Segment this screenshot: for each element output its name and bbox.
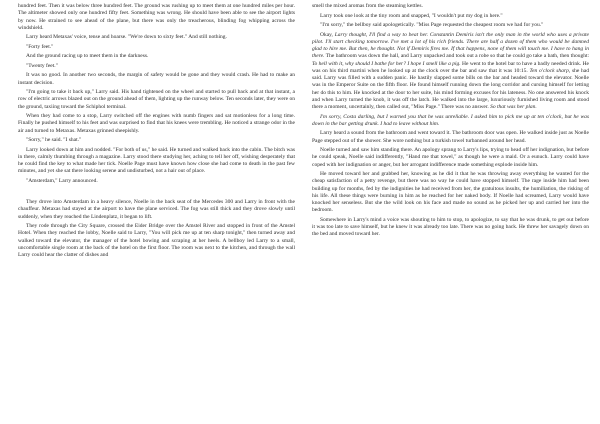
paragraph: Larry looked down at him and nodded. "For both of us," he said. He turned and walked back into the cabin. The bitch was in there, calmly thumbing through a magazine. Larry stood there studying her, aching to tell her off, wishing desperately that he could find the key to what made her tick. Noelle Page must have known how close she had come to death in the past few minutes, and yet she sat there looking serene and undisturbed, not a hair out of place.: [18, 146, 295, 175]
paragraph: They drove into Amsterdam in a heavy silence, Noelle in the back seat of the Mercedes 300 and Larry in front with the chauffeur. Metaxas had stayed at the airport to have the plane serviced. The fog was still thick and they drove slowly until suddenly, when they reached the Lindenplatz, it began to lift.: [18, 199, 295, 220]
paragraph: "Amsterdam," Larry announced.: [26, 177, 98, 184]
paragraph: "I'm going to take it back up," Larry said. His hand tightened on the wheel and started to pull back and at that instant, a row of electric arrows blazed out on the ground ahead of them, lighting up the runway below. Ten seconds later, they were on the ground, taxiing toward the Schiphol terminal.: [18, 89, 295, 110]
paragraph: Somewhere in Larry's mind a voice was shouting to him to stop, to apologize, to say that he was drunk, to get out before it was too late to save himself, but he knew it was already too late. There was no going back. He threw her savagely down on the bed and moved toward her.: [312, 216, 589, 238]
paragraph: Noelle turned and saw him standing there. An apology sprang to Larry's lips, trying to head off her indignation, but before he could speak, Noelle said indifferently, "Hand me that towel," as though he were a maid. Or a eunuch. Larry could have coped with her indignation or anger, but her arrogant indifference made something explode inside him.: [312, 147, 589, 168]
paragraph: "I'm sorry," the bellboy said apologetically. "Miss Page requested the cheapest room we had for you.": [320, 22, 544, 28]
left-page: [18, 3, 295, 262]
paragraph: It was no good. In another two seconds, the margin of safety would be gone and they would crash. He had to make an instant decision.: [18, 72, 295, 86]
italic-run: Larry thought, I'll find a way to beat her. Constantin Demiris isn't the only man in the world who uses a private pilot. I'll start checking tomorrow. I've met a lot of his rich friends. There are half a dozen of them who would be damned glad to hire me. But then, he thought. Not if Demiris fires me. If that happens, none of them will touch me. I have to hang in there.: [312, 31, 589, 60]
text-run: The bathroom was down the hall, and Larry unpacked and took out a robe so that he could go take a bath, then thought:: [324, 53, 589, 60]
paragraph: Larry took one look at the tiny room and snapped, "I wouldn't put my dog in here.": [320, 12, 503, 19]
paragraph: "Sorry," he said. "I shat.": [26, 137, 82, 143]
text-run: she had said. Larry was filled with a sudden panic. He hastily slapped some bills on the bar and headed toward the elevator. Noelle was in the Emperor Suite on the fifth floor. He found himself running down the long corridor and cursing himself for letting her do this to him. He knocked at the door to her suite, his mind forming excuses for his lateness. No one answered his knock and when Larry turned the knob, it was off the latch. He walked into the large, luxuriously furnished living room and stood there a moment, uncertainly, then called out, "Miss Page." There was no answer.: [312, 67, 589, 110]
right-page: [312, 3, 589, 241]
paragraph: And the ground racing up to meet them in the darkness.: [26, 53, 149, 60]
paragraph: When they had come to a stop, Larry switched off the engines with numb fingers and sat motionless for a long time. Finally he pushed himself to his feet and was surprised to find that his knees were trembling. He noticed a strange odor in the air and turned to Metaxas. Metaxas grinned sheepishly.: [18, 113, 295, 134]
paragraph: I'm sorry, Costa darling, but I warned you that he was unreliable. I asked him to pick me up at ten o'clock, but he was down in the bar getting drunk. I had to leave without him.: [312, 113, 589, 127]
paragraph: Larry heard a sound from the bathroom and went toward it. The bathroom door was open. He walked inside just as Noelle Page stepped out of the shower. She wore nothing but a turkish towel turbanned around her head.: [312, 130, 589, 144]
paragraph: "Twenty feet.": [26, 62, 58, 69]
paragraph: They rode through the City Square, crossed the Eider Bridge over the Amstel River and stopped in front of the Amstel Hotel. When they reached the lobby, Noelle said to Larry, "You will pick me up at ten sharp tonight," then turned away and walked toward the elevator, the manager of the hotel bowing and scraping at her heels. A bellboy led Larry to a small, uncomfortable single room at the back of the hotel on the first floor. The room was next to the kitchen, and through the wall Larry could hear the clatter of dishes and: [18, 223, 295, 258]
paragraph: [312, 32, 589, 112]
paragraph: Larry heard Metaxas' voice, tense and hoarse. "We're down to sixty feet." And still nothing.: [26, 34, 227, 41]
italic-run: Ten o'clock sharp,: [529, 67, 571, 74]
italic-run: To hell with it, why should I bathe for her? I hope I smell like a pig.: [312, 60, 461, 67]
paragraph: "Forty feet.": [26, 43, 54, 50]
paragraph: He moved toward her and grabbed her, knowing as he did it that he was throwing away everything he wanted for the cheap satisfaction of a petty revenge, but there was no way he could have stopped himself. The rage inside him had been building up for months, fed by the indignities he had received from her, the gratuitous insults, the humiliation, the risking of his life. All these things were burning in him as he reached for her naked body. If Noelle had screamed, Larry would have knocked her senseless. But she the wild look on his face and made no sound as he picked her up and carried her into the bedroom.: [312, 171, 589, 214]
text-run: He went to the hotel bar to have a badly needed drink. He was on his third martini when he looked up at the clock over the bar and saw that it was 10:15.: [312, 60, 589, 74]
text-run: Okay,: [320, 31, 335, 38]
italic-run: So that was her plan.: [490, 104, 537, 110]
paragraph: smell the mixed aromas from the steaming kettles.: [312, 3, 423, 9]
paragraph: hundred feet. Then it was below three hundred feet. The ground was rushing up to meet them at one hundred miles per hour. The altimeter showed only one hundred fifty feet. Something was wrong. He should have been able to see the airport lights by now. He strained to see ahead of the plane, but there was only the treacherous, blinding fog whipping across the windshield.: [18, 3, 295, 31]
